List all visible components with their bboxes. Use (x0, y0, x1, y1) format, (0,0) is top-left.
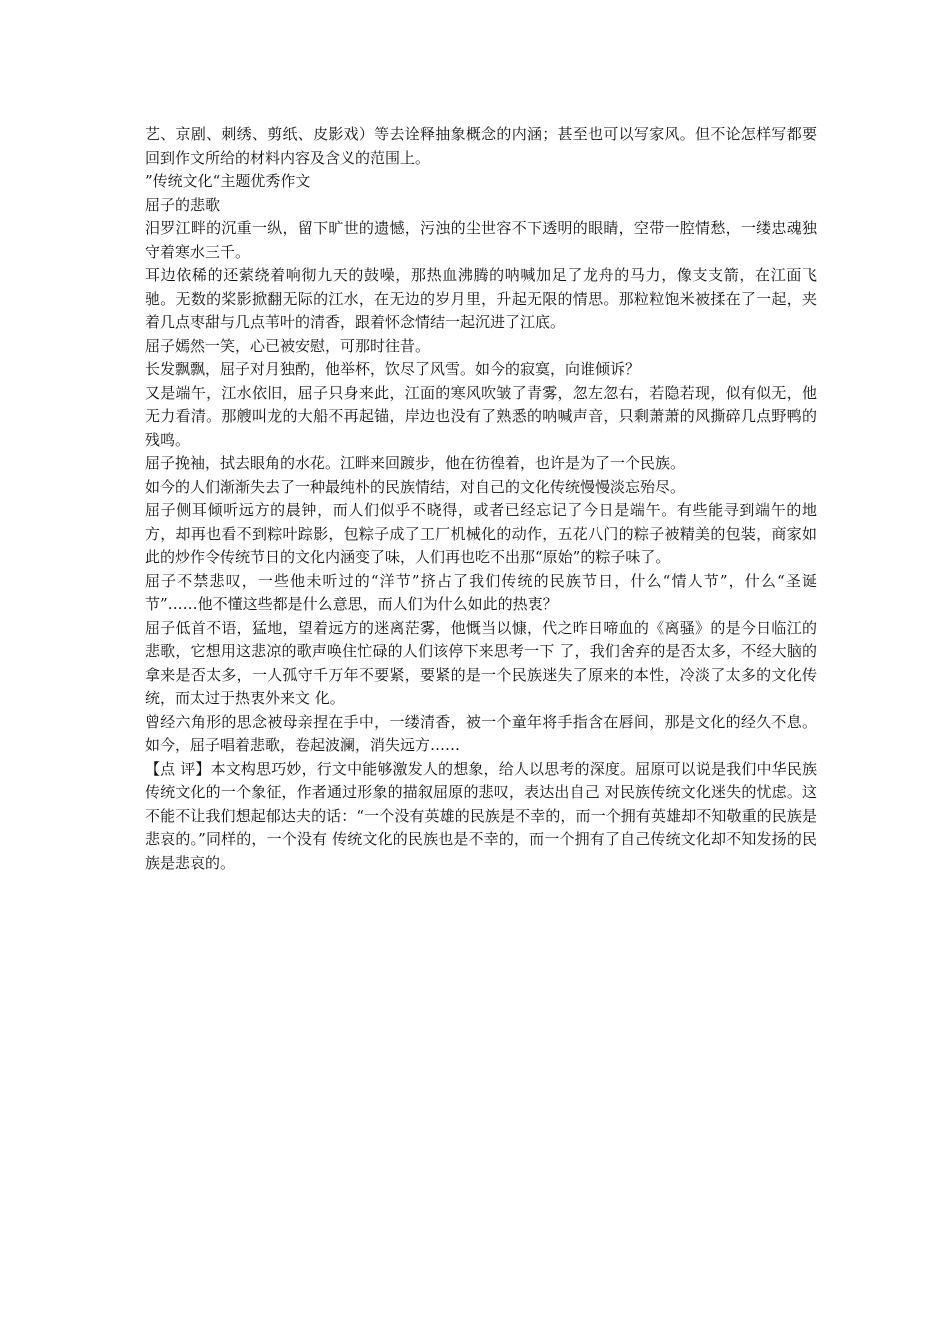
essay-paragraph: 屈子低首不语，猛地，望着远方的迷离茫雾，他慨当以慷，代之昨日啼血的《离骚》的是今日临江的悲歌，它想用这悲凉的歌声唤住忙碌的人们该停下来思考一下 了，我们舍弃的是否太多，不经大脑的拿来是否太多，一人孤守千万年不要紧，要紧的是一个民族迷失了原来的本性，冷淡了太多的文化传统，而太过于热衷外来文 化。 (145, 618, 817, 707)
essay-paragraph: 又是端午，江水依旧，屈子只身来此，江面的寒风吹皱了青雾，忽左忽右，若隐若现，似有似无，他无力看清。那艘叫龙的大船不再起锚，岸边也没有了熟悉的呐喊声音，只剩萧萧的风撕碎几点野鸭的残鸣。 (145, 383, 817, 449)
essay-paragraph: 如今的人们渐渐失去了一种最纯朴的民族情结，对自己的文化传统慢慢淡忘殆尽。 (145, 477, 686, 496)
commentary-paragraph: 【点 评】本文构思巧妙，行文中能够激发人的想象，给人以思考的深度。屈原可以说是我们中华民族传统文化的一个象征，作者通过形象的描叙屈原的悲叹，表达出自己 对民族传统文化迷失的忧虑。这不能不让我们想起郁达夫的话：“一个没有英雄的民族是不幸的，而一个拥有英雄却不知敬重的民族是悲哀的。”同样的，一个没有 传统文化的民族也是不幸的，而一个拥有了自己传统文化却不知发扬的民族是悲哀的。 (145, 759, 817, 872)
essay-paragraph: 屈子挽袖，拭去眼角的水花。江畔来回踱步，他在彷徨着，也许是为了一个民族。 (145, 454, 686, 472)
essay-paragraph: 耳边依稀的还萦绕着响彻九天的鼓噪，那热血沸腾的呐喊加足了龙舟的马力，像支支箭，在江面飞驰。无数的桨影掀翻无际的江水，在无边的岁月里，升起无限的情思。那粒粒饱米被揉在了一起，夹着几点枣甜与几点苇叶的清香，跟着怀念情结一起沉进了江底。 (145, 266, 817, 331)
essay-paragraph: 屈子嫣然一笑，心已被安慰，可那时往昔。 (145, 336, 431, 355)
document-body (145, 123, 817, 875)
essay-title: 屈子的悲歌 (145, 195, 221, 214)
intro-continuation-paragraph: 艺、京剧、刺绣、剪纸、皮影戏）等去诠释抽象概念的内涵；甚至也可以写家风。但不论怎样写都要回到作文所给的材料内容及含义的范围上。 (145, 125, 817, 167)
section-heading: ”传统文化“主题优秀作文 (145, 172, 311, 190)
essay-paragraph: 屈子侧耳倾听远方的晨钟，而人们似乎不晓得，或者已经忘记了今日是端午。有些能寻到端午的地方，却再也看不到粽叶踪影，包粽子成了工厂机械化的动作，五花八门的粽子被精美的包装，商家如此的炒作令传统节日的文化内涵变了味，人们再也吃不出那“原始”的粽子味了。 (145, 501, 817, 566)
essay-paragraph: 曾经六角形的思念被母亲捏在手中，一缕清香，被一个童年将手指含在唇间，那是文化的经久不息。如今，屈子唱着悲歌，卷起波澜，消失远方…… (145, 712, 817, 754)
essay-paragraph: 汨罗江畔的沉重一纵，留下旷世的遗憾，污浊的尘世容不下透明的眼睛，空带一腔情愁，一缕忠魂独守着寒水三千。 (145, 219, 817, 261)
essay-paragraph: 长发飘飘，屈子对月独酌，他举杯，饮尽了风雪。如今的寂寞，向谁倾诉？ (145, 360, 641, 378)
essay-paragraph: 屈子不禁悲叹，一些他未听过的“洋节”挤占了我们传统的民族节日，什么“情人节”，什么“圣诞节”……他不懂这些都是什么意思，而人们为什么如此的热衷？ (145, 571, 817, 613)
